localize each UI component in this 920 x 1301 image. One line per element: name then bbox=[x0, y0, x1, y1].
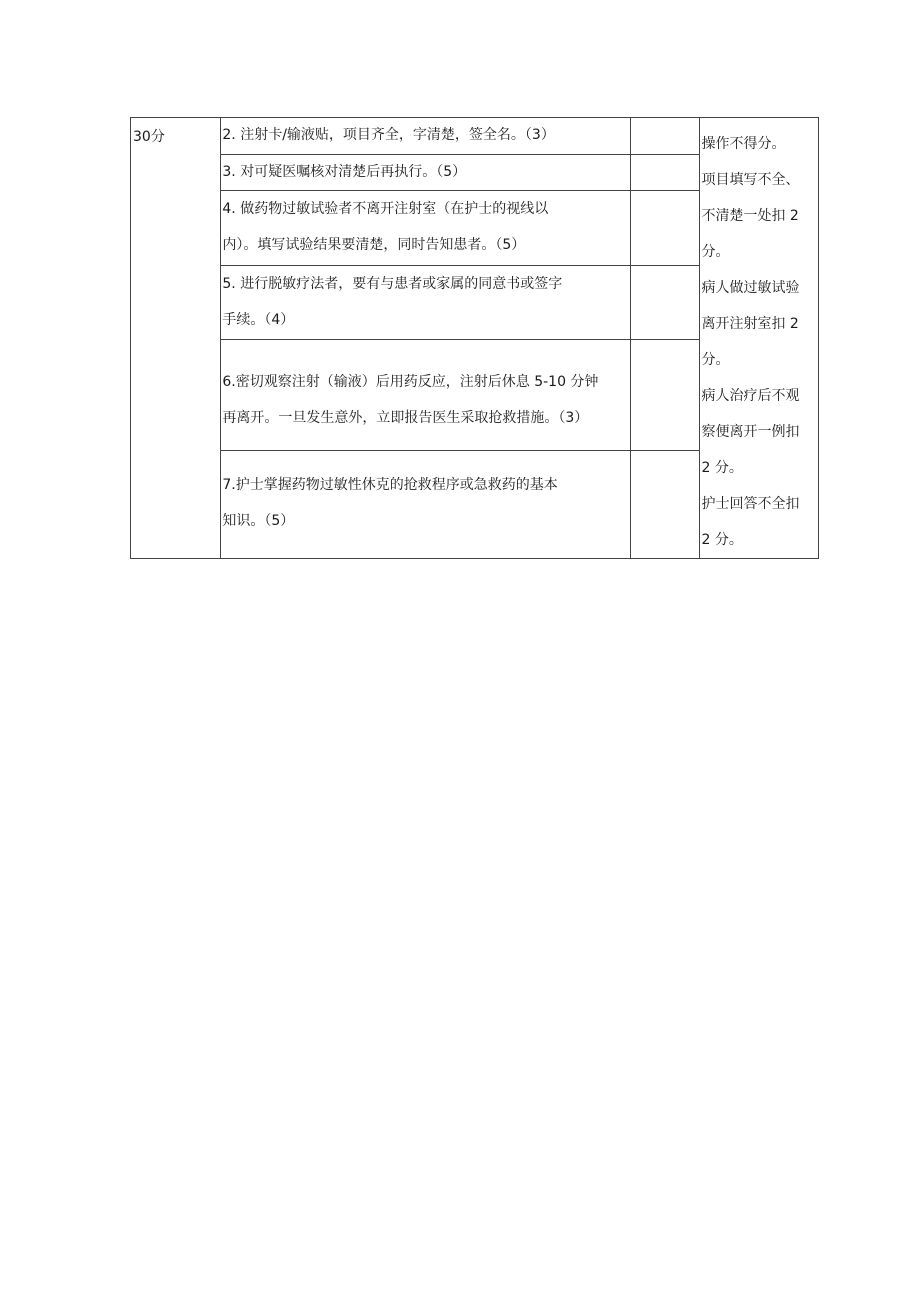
deduction-line: 项目填写不全、 bbox=[701, 172, 800, 188]
blank-score-cell bbox=[631, 340, 700, 451]
blank-score-cell bbox=[631, 154, 700, 191]
blank-score-cell bbox=[631, 191, 700, 265]
item-text: 手续。（4） bbox=[222, 311, 295, 328]
blank-score-cell bbox=[631, 265, 700, 339]
deduction-line: 病人治疗后不观 bbox=[701, 388, 800, 404]
item-text: 知识。（5） bbox=[222, 513, 295, 529]
item-text: 3. 对可疑医嘱核对清楚后再执行。（5） bbox=[222, 163, 467, 180]
item-cell-2 bbox=[221, 118, 631, 155]
table-row bbox=[131, 118, 819, 155]
item-text: 7.护士掌握药物过敏性休克的抢救程序或急救药的基本 bbox=[222, 477, 558, 493]
item-text: 4. 做药物过敏试验者不离开注射室（在护士的视线以 bbox=[222, 201, 549, 218]
blank-score-cell bbox=[631, 118, 700, 155]
item-text: 内）。填写试验结果要清楚，同时告知患者。（5） bbox=[222, 237, 526, 254]
item-text: 再离开。一旦发生意外，立即报告医生采取抢救措施。（3） bbox=[222, 410, 589, 426]
deduction-line: 2 分。 bbox=[701, 460, 743, 476]
item-text: 6.密切观察注射（输液）后用药反应，注射后休息 5-10 分钟 bbox=[222, 374, 599, 390]
deduction-line: 护士回答不全扣 bbox=[701, 496, 800, 512]
score-cell bbox=[131, 118, 221, 559]
deduction-line: 离开注射室扣 2 bbox=[701, 316, 799, 332]
deduction-line: 2 分。 bbox=[701, 532, 743, 548]
scoring-table bbox=[130, 117, 819, 559]
deduction-line: 病人做过敏试验 bbox=[701, 280, 800, 296]
item-cell-3 bbox=[221, 154, 631, 191]
item-cell-6 bbox=[221, 340, 631, 451]
deduction-line: 分。 bbox=[701, 244, 730, 260]
item-cell-4 bbox=[221, 191, 631, 265]
item-cell-7 bbox=[221, 451, 631, 559]
item-cell-5 bbox=[221, 265, 631, 339]
item-text: 5. 进行脱敏疗法者，要有与患者或家属的同意书或签字 bbox=[222, 275, 563, 292]
score-value: 30分 bbox=[133, 129, 165, 145]
deduction-line: 分。 bbox=[701, 352, 730, 368]
deduction-line: 不清楚一处扣 2 bbox=[701, 208, 799, 224]
blank-score-cell bbox=[631, 451, 700, 559]
deduction-line: 操作不得分。 bbox=[701, 136, 786, 152]
deduction-cell bbox=[700, 118, 819, 559]
item-text: 2. 注射卡/输液贴，项目齐全，字清楚，签全名。（3） bbox=[222, 127, 555, 143]
deduction-line: 察便离开一例扣 bbox=[701, 424, 800, 440]
